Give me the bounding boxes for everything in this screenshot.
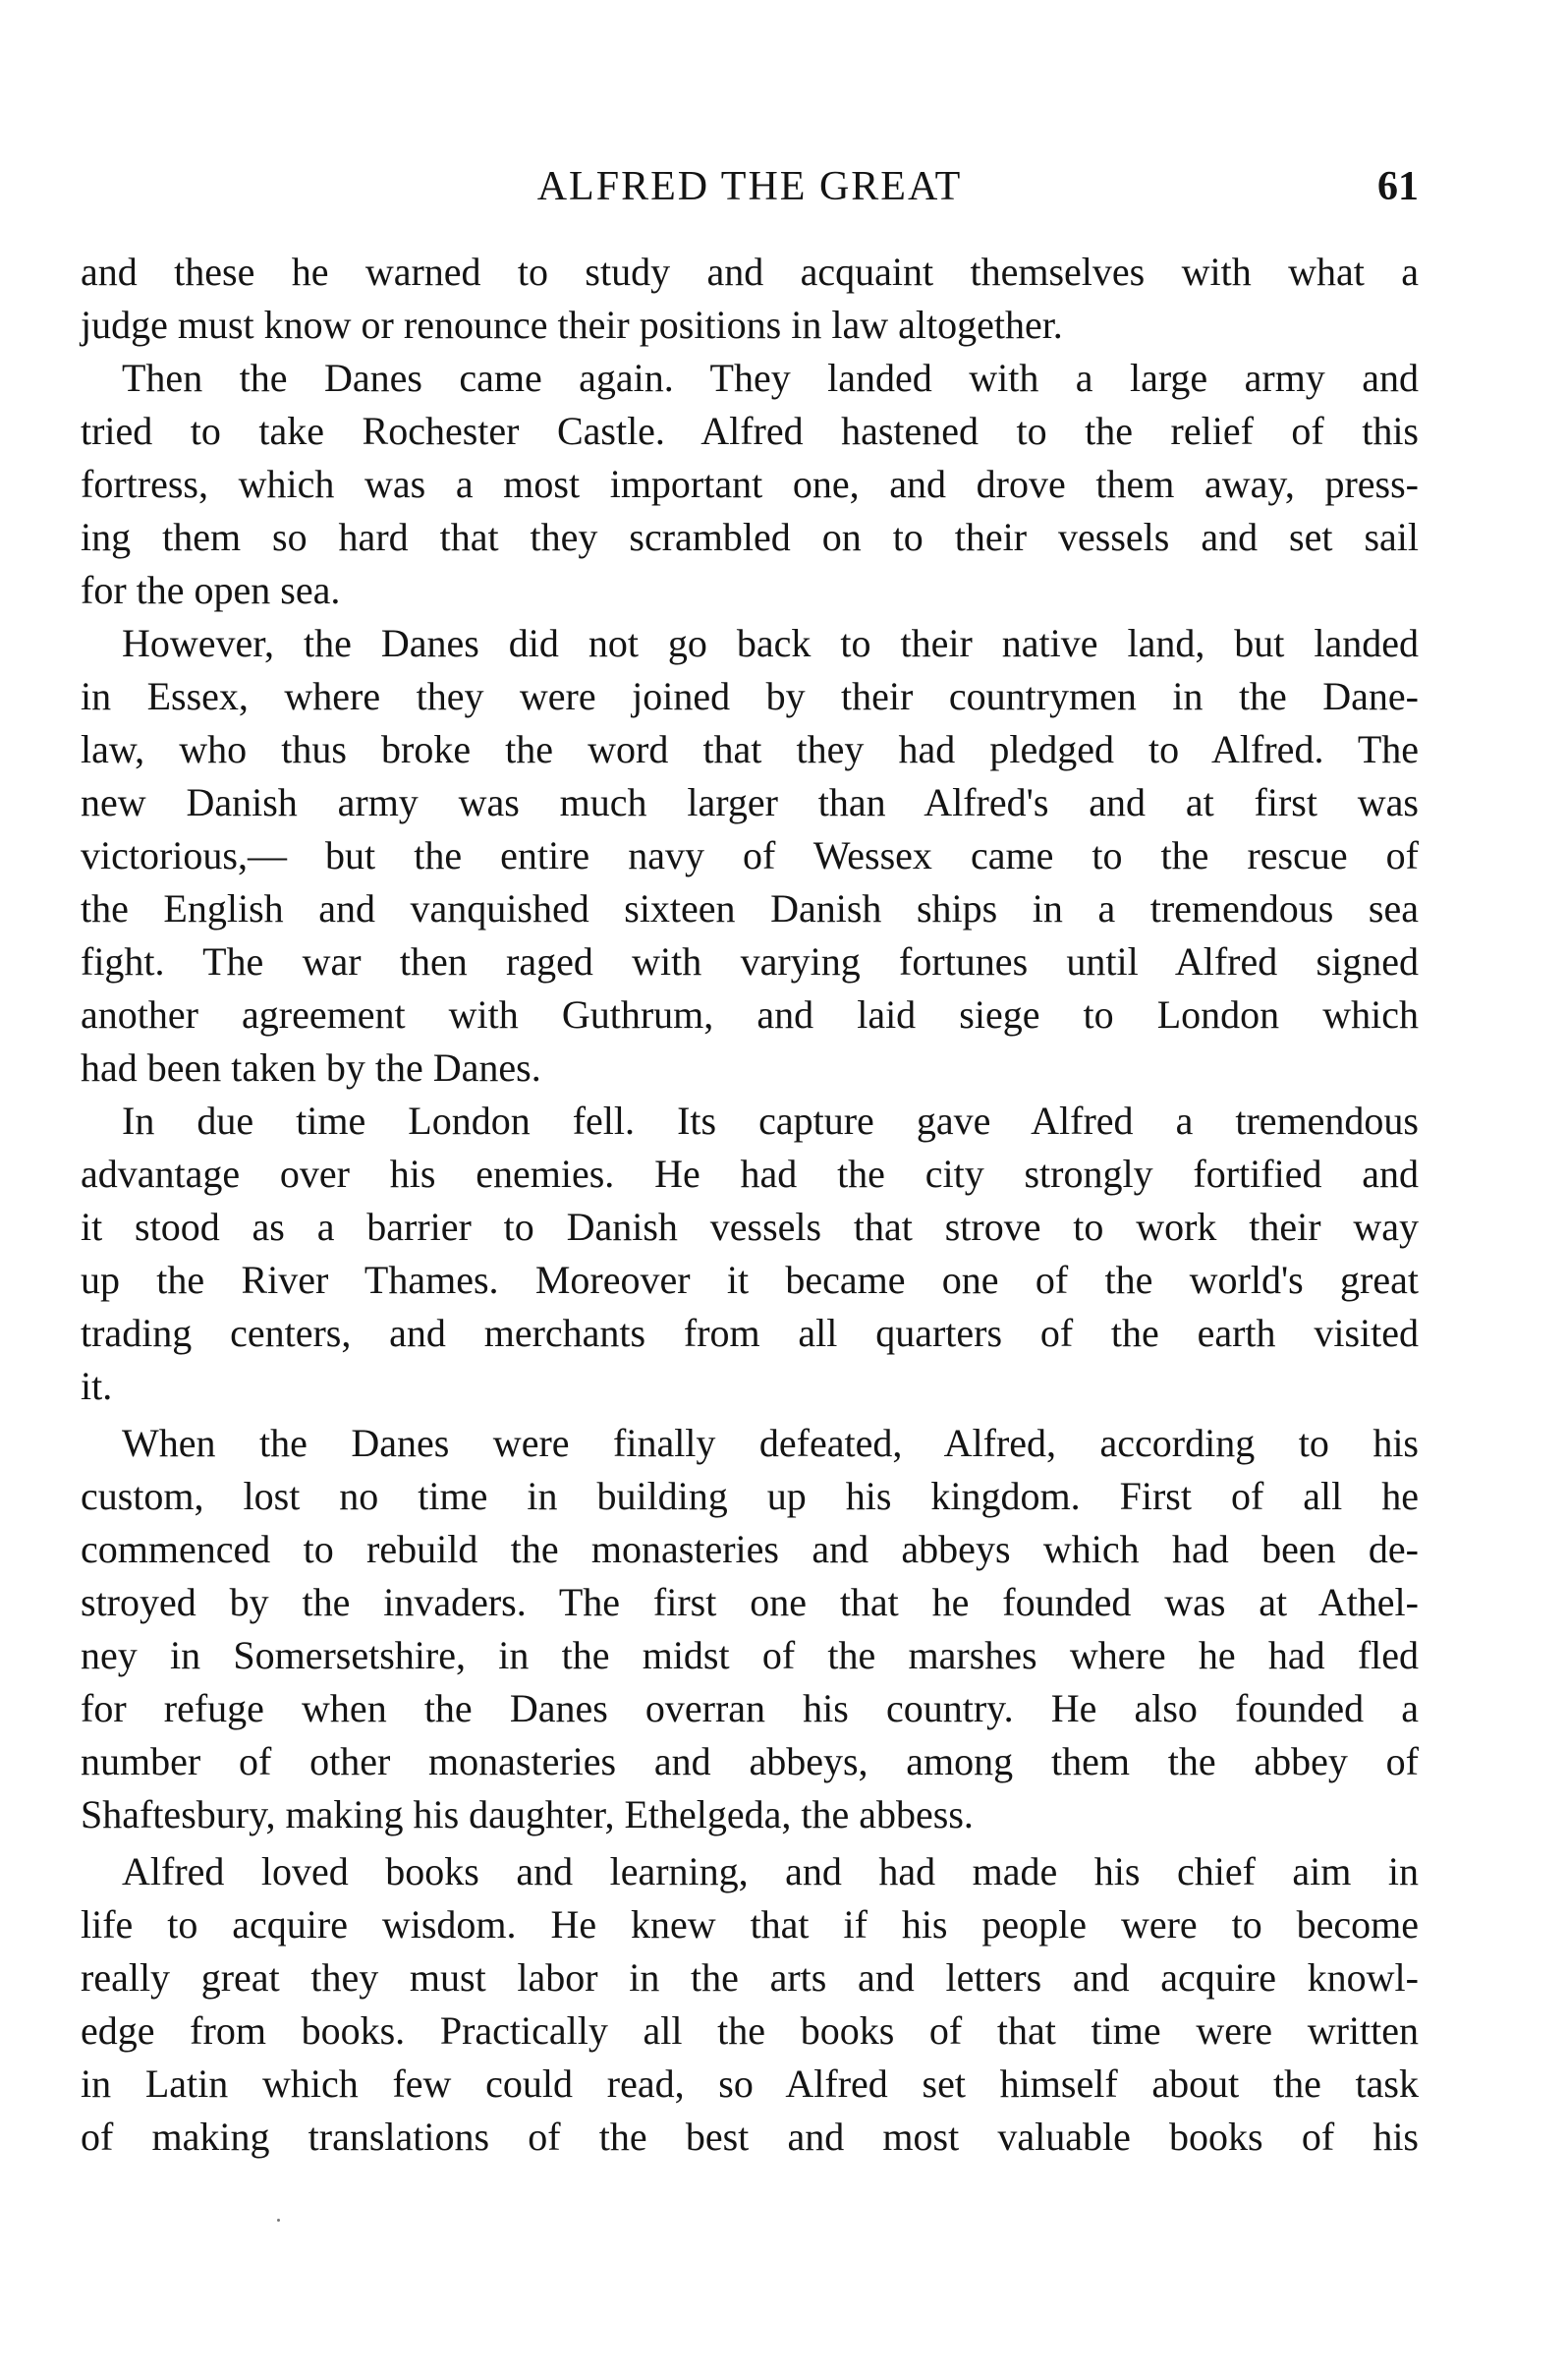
text-line: for the open sea. [81,568,341,612]
text-line: up the River Thames. Moreover it became one of the world's great [81,1258,1419,1302]
text-line: had been taken by the Danes. [81,1045,541,1090]
text-line: it. [81,1364,113,1408]
text-line: the English and vanquished sixteen Danish ships in a tremendous sea [81,886,1419,931]
page-number: 61 [1377,164,1419,209]
text-line: Shaftesbury, making his daughter, Ethelgeda, the abbess. [81,1792,974,1836]
text-line: life to acquire wisdom. He knew that if his people were to become [81,1902,1419,1947]
body-text [81,246,1419,2164]
paragraph-start-line: However, the Danes did not go back to their native land, but landed [122,621,1419,665]
text-line: another agreement with Guthrum, and laid siege to London which [81,992,1419,1037]
text-line: law, who thus broke the word that they had pledged to Alfred. The [81,727,1419,771]
text-line: of making translations of the best and most valuable books of his [81,2115,1419,2159]
text-line: commenced to rebuild the monasteries and abbeys which had been de- [81,1527,1419,1571]
text-line: for refuge when the Danes overran his country. He also founded a [81,1686,1419,1730]
text-line: in Essex, where they were joined by their countrymen in the Dane- [81,674,1419,718]
ink-speck [277,2219,280,2222]
text-line: victorious,— but the entire navy of Wessex came to the rescue of [81,833,1419,877]
text-line: new Danish army was much larger than Alfred's and at first was [81,780,1419,824]
text-line: number of other monasteries and abbeys, among them the abbey of [81,1739,1419,1783]
text-line: custom, lost no time in building up his kingdom. First of all he [81,1474,1419,1518]
text-line: really great they must labor in the arts and letters and acquire knowl- [81,1955,1419,2000]
text-line: fortress, which was a most important one, and drove them away, press- [81,462,1419,506]
text-line: ney in Somersetshire, in the midst of the marshes where he had fled [81,1633,1419,1677]
text-line: advantage over his enemies. He had the city strongly fortified and [81,1152,1419,1196]
text-line: judge must know or renounce their positions in law altogether. [81,303,1063,347]
text-line: and these he warned to study and acquaint themselves with what a [81,250,1419,294]
text-line: fight. The war then raged with varying fortunes until Alfred signed [81,939,1419,984]
text-line: in Latin which few could read, so Alfred set himself about the task [81,2061,1419,2106]
text-line: edge from books. Practically all the books of that time were written [81,2008,1419,2053]
text-line: it stood as a barrier to Danish vessels that strove to work their way [81,1205,1419,1249]
text-line: tried to take Rochester Castle. Alfred hastened to the relief of this [81,409,1419,453]
paragraph-start-line: Alfred loved books and learning, and had made his chief aim in [122,1849,1419,1893]
running-head [81,157,1419,216]
running-title: ALFRED THE GREAT [536,164,963,209]
paragraph-start-line: In due time London fell. Its capture gave Alfred a tremendous [122,1099,1419,1143]
paragraph-start-line: Then the Danes came again. They landed with a large army and [122,356,1419,400]
text-line: stroyed by the invaders. The first one that he founded was at Athel- [81,1580,1419,1624]
text-line: trading centers, and merchants from all quarters of the earth visited [81,1311,1419,1355]
text-line: ing them so hard that they scrambled on to their vessels and set sail [81,515,1419,559]
paragraph-start-line: When the Danes were finally defeated, Alfred, according to his [122,1421,1419,1465]
